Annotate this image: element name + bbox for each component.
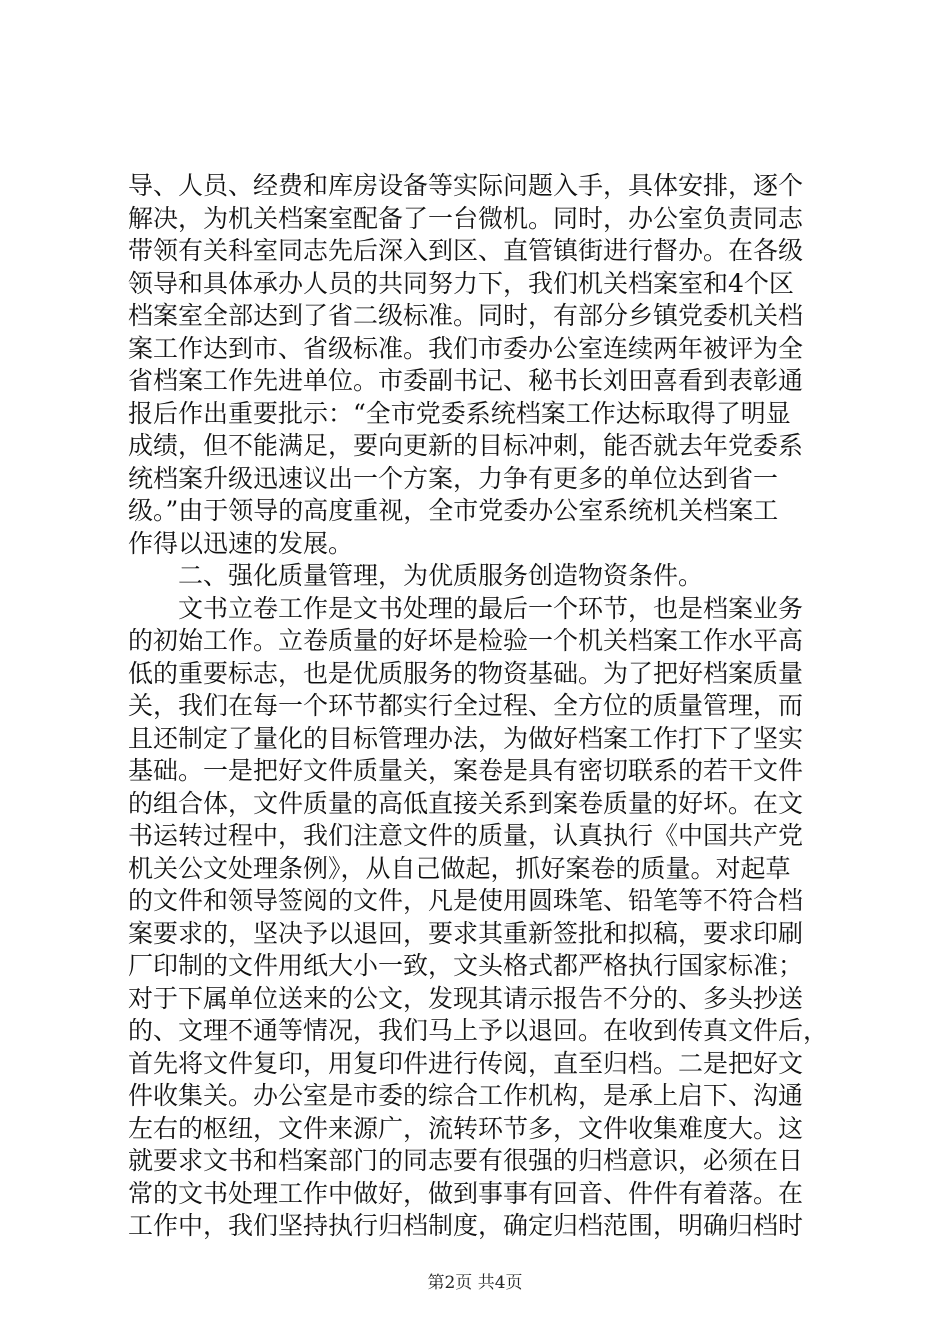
text-line-14: 文书立卷工作是文书处理的最后一个环节，也是档案业务	[128, 593, 804, 623]
text-line-19: 基础。一是把好文件质量关，案卷是具有密切联系的若干文件	[128, 756, 804, 785]
text-line-6: 案工作达到市、省级标准。我们市委办公室连续两年被评为全	[128, 333, 804, 363]
text-line-3: 带领有关科室同志先后深入到区、直管镇街进行督办。在各级	[128, 236, 804, 265]
text-line-33: 工作中，我们坚持执行归档制度，确定归档范围，明确归档时	[128, 1211, 804, 1240]
document-body	[128, 170, 828, 1243]
text-line-16: 低的重要标志，也是优质服务的物资基础。为了把好档案质量	[128, 658, 804, 688]
text-line-1: 导、人员、经费和库房设备等实际问题入手，具体安排，逐个	[128, 171, 804, 200]
text-line-17: 关，我们在每一个环节都实行全过程、全方位的质量管理，而	[128, 691, 804, 720]
text-line-30: 左右的枢纽，文件来源广，流转环节多，文件收集难度大。这	[128, 1113, 804, 1143]
text-line-24: 案要求的，坚决予以退回，要求其重新签批和拟稿，要求印刷	[128, 918, 804, 948]
text-line-25: 厂印制的文件用纸大小一致，文头格式都严格执行国家标准；	[128, 951, 804, 980]
text-line-2: 解决，为机关档案室配备了一台微机。同时，办公室负责同志	[128, 203, 804, 233]
text-line-26: 对于下属单位送来的公文，发现其请示报告不分的、多头抄送	[128, 983, 804, 1013]
text-line-8: 报后作出重要批示：“全市党委系统档案工作达标取得了明显	[128, 398, 791, 428]
text-line-31: 就要求文书和档案部门的同志要有很强的归档意识，必须在日	[128, 1146, 804, 1175]
text-line-7: 省档案工作先进单位。市委副书记、秘书长刘田喜看到表彰通	[128, 366, 804, 395]
section-heading: 二、强化质量管理，为优质服务创造物资条件。	[128, 561, 704, 590]
text-line-21: 书运转过程中，我们注意文件的质量，认真执行《中国共产党	[128, 821, 804, 850]
text-line-23: 的文件和领导签阅的文件，凡是使用圆珠笔、铅笔等不符合档	[128, 886, 804, 915]
text-line-9: 成绩，但不能满足，要向更新的目标冲刺，能否就去年党委系	[128, 431, 804, 460]
text-line-29: 件收集关。办公室是市委的综合工作机构，是承上启下、沟通	[128, 1081, 804, 1110]
page-number-footer: 第2页 共4页	[427, 1273, 523, 1293]
text-line-12: 作得以迅速的发展。	[128, 528, 354, 558]
text-line-10: 统档案升级迅速议出一个方案，力争有更多的单位达到省一	[128, 463, 779, 493]
text-line-27: 的、文理不通等情况，我们马上予以退回。在收到传真文件后，	[128, 1016, 828, 1045]
text-line-28: 首先将文件复印，用复印件进行传阅，直至归档。二是把好文	[128, 1048, 804, 1078]
text-line-11: 级。”由于领导的高度重视，全市党委办公室系统机关档案工	[128, 496, 779, 525]
text-line-15: 的初始工作。立卷质量的好坏是检验一个机关档案工作水平高	[128, 626, 804, 655]
text-line-32: 常的文书处理工作中做好，做到事事有回音、件件有着落。在	[128, 1178, 804, 1208]
text-line-20: 的组合体，文件质量的高低直接关系到案卷质量的好坏。在文	[128, 788, 804, 818]
text-line-5: 档案室全部达到了省二级标准。同时，有部分乡镇党委机关档	[128, 301, 804, 330]
text-line-22: 机关公文处理条例》，从自己做起，抓好案卷的质量。对起草	[128, 853, 791, 883]
text-line-18: 且还制定了量化的目标管理办法，为做好档案工作打下了坚实	[128, 723, 804, 753]
text-line-4: 领导和具体承办人员的共同努力下，我们机关档案室和4个区	[128, 268, 794, 298]
